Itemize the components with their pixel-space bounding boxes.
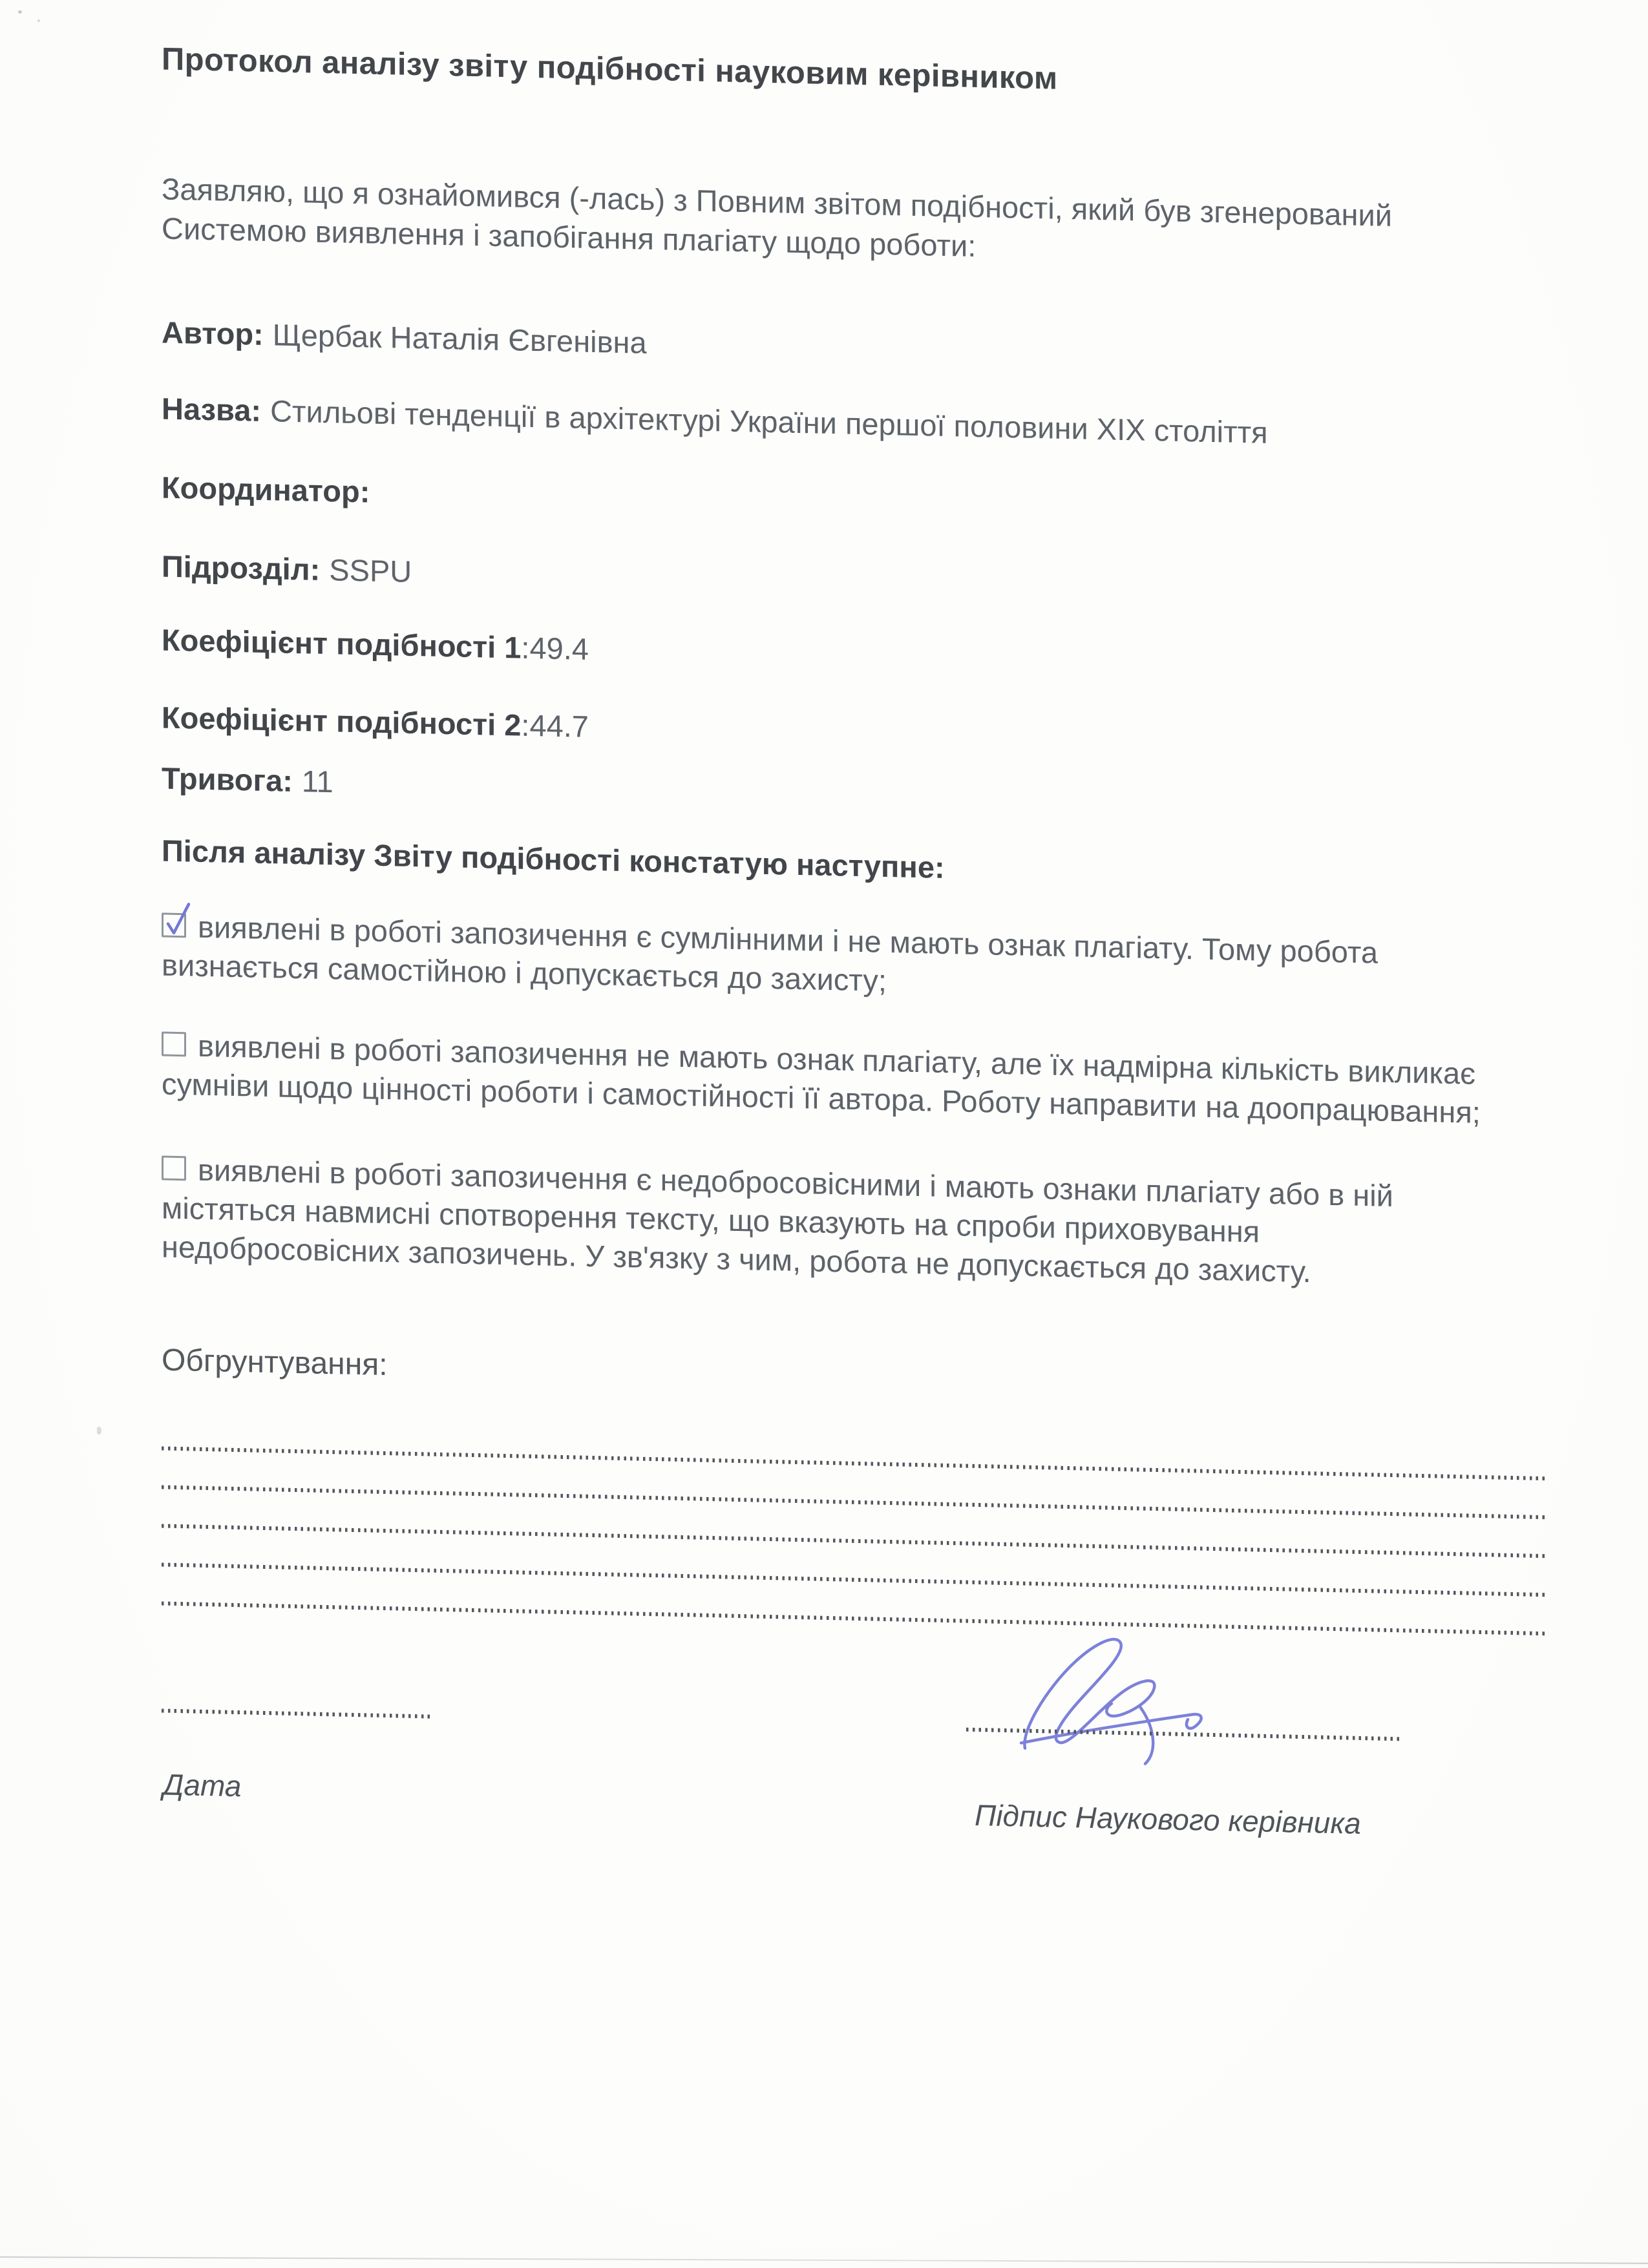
document-title: Протокол аналізу звіту подібності науковим керівником <box>162 41 1058 96</box>
justification-label: Обгрунтування: <box>162 1343 388 1383</box>
scan-page-edge <box>0 2256 1648 2264</box>
option-rework <box>162 1025 1483 1132</box>
coordinator-label: Координатор: <box>162 470 370 509</box>
justification-line <box>162 1485 1548 1519</box>
alert-value: 11 <box>301 764 333 799</box>
field-author <box>162 314 1545 381</box>
field-thesis-title <box>162 390 1545 457</box>
coefficient-1-value: :49.4 <box>521 630 589 666</box>
coefficient-2-value: :44.7 <box>521 708 589 744</box>
field-coordinator <box>162 469 1545 536</box>
thesis-title-label: Назва: <box>162 391 262 428</box>
checkbox-option-1 <box>162 912 186 938</box>
justification-line <box>162 1446 1548 1480</box>
option-2-text: виявлені в роботі запозичення не мають ознак плагіату, але їх надмірна кількість викликає сумніви щодо цінності роботи і самостійності її автора. Роботу направити на доопрацювання; <box>162 1028 1481 1129</box>
author-label: Автор: <box>162 315 264 352</box>
justification-line <box>162 1601 1548 1635</box>
alert-label: Тривога: <box>162 761 293 798</box>
justification-line <box>162 1524 1548 1558</box>
declaration-paragraph: Заявляю, що я ознайомився (-лась) з Повним звітом подібності, який був згенерований Системою виявлення і запобігання плагіату щодо роботи: <box>162 171 1392 263</box>
option-3-text: виявлені в роботі запозичення є недобросовісними і мають ознаки плагіату або в ній містяться навмисні спотворення тексту, що вказують на спроби приховування недобросовісних запозичень. У зв'язку з чим, робота не допускається до захисту. <box>162 1152 1393 1289</box>
unit-label: Підрозділ: <box>162 549 321 587</box>
field-similarity-coefficient-2 <box>162 699 1545 766</box>
statement-heading: Після аналізу Звіту подібності констатую наступне: <box>162 833 945 885</box>
thesis-title-value: Стильові тенденції в архітектурі України першої половини XIX століття <box>270 394 1268 450</box>
date-line <box>162 1708 432 1718</box>
field-similarity-coefficient-1 <box>162 622 1545 688</box>
signature-block <box>162 1701 1545 1938</box>
checkbox-option-3 <box>162 1155 186 1181</box>
author-value: Щербак Наталія Євгенівна <box>272 317 647 360</box>
field-unit <box>162 548 1545 614</box>
field-alert <box>162 760 1545 826</box>
date-label: Дата <box>163 1767 242 1803</box>
coefficient-2-label: Коефіцієнт подібності 2 <box>162 700 522 742</box>
supervisor-signature-ink <box>1002 1621 1209 1770</box>
unit-value: SSPU <box>329 552 412 589</box>
option-1-text: виявлені в роботі запозичення є сумлінними і не мають ознак плагіату. Тому робота визнається самостійною і допускається до захисту; <box>162 909 1378 998</box>
option-accepted <box>162 907 1483 1013</box>
coefficient-1-label: Коефіцієнт подібності 1 <box>162 622 522 665</box>
handwritten-check-icon <box>164 901 192 939</box>
option-rejected <box>162 1150 1483 1295</box>
signature-label: Підпис Наукового керівника <box>975 1798 1361 1840</box>
checkbox-option-2 <box>162 1031 186 1056</box>
justification-line <box>162 1562 1548 1597</box>
